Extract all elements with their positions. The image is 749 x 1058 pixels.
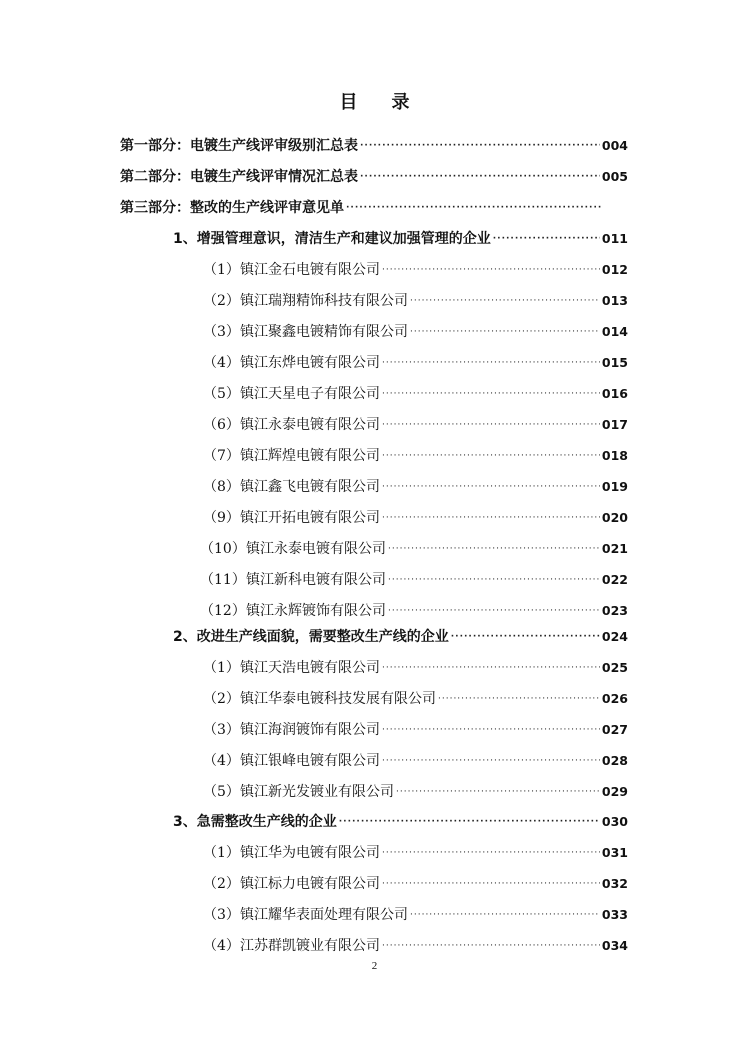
toc-entry-page: 024 [601,629,628,644]
toc-entry-page: 026 [601,691,628,706]
toc-entry-label: 镇江天星电子有限公司 [240,386,380,402]
toc-item[interactable] [200,569,628,591]
toc-leader-dots [382,414,600,436]
toc-item[interactable] [203,781,628,803]
toc-entry-page: 032 [601,876,628,891]
toc-entry-label: 镇江金石电镀有限公司 [240,262,380,278]
toc-entry-label: 第三部分：整改的生产线评审意见单 [120,200,344,216]
toc-entry-label: 第一部分：电镀生产线评审级别汇总表 [120,138,358,154]
toc-entry-index: （9） [203,510,240,526]
toc-title-left: 目 [339,92,358,113]
toc-entry-label: 镇江标力电镀有限公司 [240,876,380,892]
toc-entry-label: 镇江耀华表面处理有限公司 [240,907,408,923]
toc-entry-label: 镇江华为电镀有限公司 [240,845,380,861]
toc-entry-label: 2、改进生产线面貌，需要整改生产线的企业 [173,629,449,645]
toc-entry-index: （8） [203,479,240,495]
toc-leader-dots [382,383,600,405]
toc-entry-page: 005 [601,169,628,184]
toc-leader-dots [382,719,600,741]
toc-entry-label: 镇江东烨电镀有限公司 [240,355,380,371]
toc-entry-index: （3） [203,907,240,923]
toc-entry-page: 022 [601,572,628,587]
toc-leader-dots [382,476,600,498]
toc-item[interactable] [203,321,628,343]
toc-entry-index: （4） [203,938,240,954]
toc-entry-index: （1） [203,262,240,278]
toc-entry-page: 021 [601,541,628,556]
toc-entry-page: 033 [601,907,628,922]
toc-entry-page: 017 [601,417,628,432]
toc-leader-dots [493,228,600,250]
toc-entry-index: （1） [203,660,240,676]
toc-item[interactable] [203,290,628,312]
toc-entry-page: 019 [601,479,628,494]
toc-leader-dots [396,781,600,803]
toc-entry-index: （3） [203,324,240,340]
toc-entry-index: （2） [203,691,240,707]
toc-entry-index: （3） [203,722,240,738]
toc-leader-dots [339,811,600,833]
toc-leader-dots [410,290,600,312]
toc-entry-page: 034 [601,938,628,953]
toc-section-2[interactable] [173,626,628,648]
toc-entry-page: 004 [601,138,628,153]
toc-entry-page: 015 [601,355,628,370]
toc-entry-label: 镇江辉煌电镀有限公司 [240,448,380,464]
toc-entry-label: 镇江永辉镀饰有限公司 [246,603,386,619]
toc-leader-dots [382,750,600,772]
toc-entry-label: 镇江聚鑫电镀精饰有限公司 [240,324,408,340]
toc-entry-index: （12） [200,603,246,619]
toc-item[interactable] [203,445,628,467]
toc-leader-dots [382,445,600,467]
toc-title [0,88,749,114]
toc-entry-label: 镇江银峰电镀有限公司 [240,753,380,769]
toc-entry-page: 023 [601,603,628,618]
toc-leader-dots [382,873,600,895]
toc-leader-dots [388,600,600,622]
toc-leader-dots [382,657,600,679]
toc-item[interactable] [203,657,628,679]
toc-entry-index: （2） [203,876,240,892]
toc-item[interactable] [203,383,628,405]
toc-entry-page: 014 [601,324,628,339]
toc-entry-label: 镇江华泰电镀科技发展有限公司 [240,691,436,707]
toc-entry-page: 011 [601,231,628,246]
toc-entry-index: （4） [203,753,240,769]
toc-entry-page: 029 [601,784,628,799]
toc-entry-page: 013 [601,293,628,308]
toc-item[interactable] [203,507,628,529]
toc-item[interactable] [203,904,628,926]
toc-leader-dots [410,321,600,343]
toc-leader-dots [382,352,600,374]
toc-item[interactable] [203,476,628,498]
toc-entry-label: 镇江新光发镀业有限公司 [240,784,394,800]
toc-item[interactable] [203,259,628,281]
toc-entry-index: （5） [203,784,240,800]
toc-entry-index: （7） [203,448,240,464]
toc-leader-dots [360,166,600,188]
toc-item[interactable] [203,935,628,957]
toc-item[interactable] [203,352,628,374]
toc-entry-label: 镇江海润镀饰有限公司 [240,722,380,738]
toc-item[interactable] [203,873,628,895]
toc-entry-page: 020 [601,510,628,525]
toc-entry-label: 镇江瑞翔精饰科技有限公司 [240,293,408,309]
toc-entry-index: （4） [203,355,240,371]
toc-item[interactable] [203,719,628,741]
toc-title-right: 录 [391,92,410,113]
toc-part-3[interactable] [120,197,605,219]
toc-leader-dots [388,569,600,591]
toc-entry-index: （2） [203,293,240,309]
page-number: 2 [371,960,378,972]
toc-leader-dots [382,935,600,957]
toc-entry-label: 镇江永泰电镀有限公司 [240,417,380,433]
toc-item[interactable] [203,750,628,772]
toc-entry-label: 第二部分：电镀生产线评审情况汇总表 [120,169,358,185]
toc-part-1[interactable] [120,135,628,157]
toc-entry-page: 028 [601,753,628,768]
toc-entry-label: 1、增强管理意识，清洁生产和建议加强管理的企业 [173,231,491,247]
toc-entry-index: （11） [200,572,246,588]
toc-leader-dots [382,259,600,281]
toc-entry-label: 镇江新科电镀有限公司 [246,572,386,588]
toc-item[interactable] [200,600,628,622]
toc-entry-index: （10） [200,541,246,557]
toc-section-3[interactable] [173,811,628,833]
toc-leader-dots [360,135,600,157]
toc-leader-dots [346,197,603,219]
toc-entry-label: 镇江鑫飞电镀有限公司 [240,479,380,495]
toc-entry-page: 012 [601,262,628,277]
toc-entry-page: 031 [601,845,628,860]
toc-leader-dots [451,626,600,648]
toc-leader-dots [388,538,600,560]
toc-entry-page: 027 [601,722,628,737]
toc-entry-label: 镇江开拓电镀有限公司 [240,510,380,526]
toc-leader-dots [382,842,600,864]
toc-entry-label: 镇江永泰电镀有限公司 [246,541,386,557]
toc-item[interactable] [203,414,628,436]
toc-entry-page: 016 [601,386,628,401]
toc-leader-dots [382,507,600,529]
toc-item[interactable] [203,842,628,864]
toc-entry-index: （5） [203,386,240,402]
toc-entry-label: 镇江天浩电镀有限公司 [240,660,380,676]
toc-entry-label: 3、急需整改生产线的企业 [173,814,337,830]
toc-item[interactable] [203,688,628,710]
toc-entry-page: 018 [601,448,628,463]
toc-section-1[interactable] [173,228,628,250]
toc-item[interactable] [200,538,628,560]
toc-leader-dots [410,904,600,926]
toc-entry-page: 030 [601,814,628,829]
toc-entry-index: （6） [203,417,240,433]
toc-part-2[interactable] [120,166,628,188]
toc-leader-dots [438,688,600,710]
toc-entry-index: （1） [203,845,240,861]
toc-entry-page: 025 [601,660,628,675]
toc-entry-label: 江苏群凯镀业有限公司 [240,938,380,954]
